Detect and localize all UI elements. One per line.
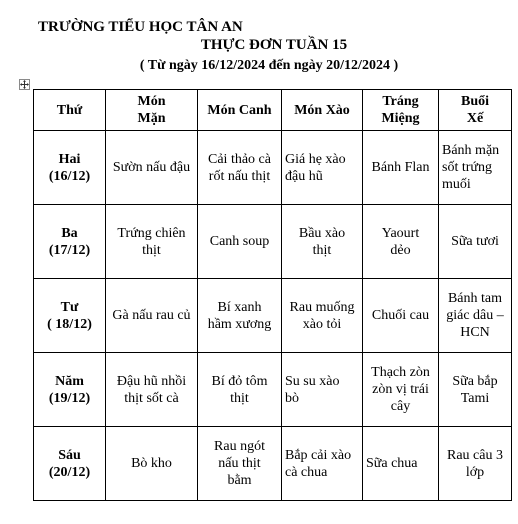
menu-table — [33, 89, 512, 501]
school-name: TRƯỜNG TIỂU HỌC TÂN AN — [38, 19, 243, 35]
table-row — [34, 427, 512, 501]
cell-trang-mieng: Bánh Flan — [363, 131, 439, 205]
cell-buoi-xe: Bánh mặn sốt trứng muối — [439, 131, 512, 205]
cell-day: Sáu (20/12) — [34, 427, 106, 501]
cell-buoi-xe: Rau câu 3 lớp — [439, 427, 512, 501]
cell-xao: Bắp cải xào cà chua — [282, 427, 363, 501]
table-move-handle-icon[interactable] — [19, 79, 30, 90]
cell-trang-mieng: Sữa chua — [363, 427, 439, 501]
table-header-row — [34, 90, 512, 131]
cell-xao: Bầu xào thịt — [282, 205, 363, 279]
cell-canh: Cải thảo cà rốt nấu thịt — [198, 131, 282, 205]
cell-buoi-xe: Sữa bắp Tami — [439, 353, 512, 427]
cell-day: Ba (17/12) — [34, 205, 106, 279]
cell-day: Năm (19/12) — [34, 353, 106, 427]
header-buoi-xe: Buổi Xế — [439, 90, 512, 131]
cell-canh: Bí xanh hầm xương — [198, 279, 282, 353]
cell-man: Đậu hũ nhồi thịt sốt cà — [106, 353, 198, 427]
cell-buoi-xe: Bánh tam giác dâu – HCN — [439, 279, 512, 353]
header-trang-mieng: Tráng Miệng — [363, 90, 439, 131]
cell-trang-mieng: Chuối cau — [363, 279, 439, 353]
cell-day: Hai (16/12) — [34, 131, 106, 205]
cell-trang-mieng: Yaourt dẻo — [363, 205, 439, 279]
date-range: ( Từ ngày 16/12/2024 đến ngày 20/12/2024 ) — [139, 58, 399, 73]
cell-man: Sườn nấu đậu — [106, 131, 198, 205]
cell-man: Trứng chiên thịt — [106, 205, 198, 279]
cell-xao: Rau muống xào tỏi — [282, 279, 363, 353]
menu-title: THỰC ĐƠN TUẦN 15 — [200, 37, 348, 53]
cell-xao: Su su xào bò — [282, 353, 363, 427]
header-canh: Món Canh — [198, 90, 282, 131]
cell-man: Bò kho — [106, 427, 198, 501]
cell-trang-mieng: Thạch zòn zòn vị trái cây — [363, 353, 439, 427]
table-row — [34, 353, 512, 427]
cell-canh: Bí đỏ tôm thịt — [198, 353, 282, 427]
table-row — [34, 205, 512, 279]
cell-canh: Rau ngót nấu thịt bằm — [198, 427, 282, 501]
table-row — [34, 279, 512, 353]
cell-buoi-xe: Sữa tươi — [439, 205, 512, 279]
cell-canh: Canh soup — [198, 205, 282, 279]
cell-day: Tư ( 18/12) — [34, 279, 106, 353]
table-row — [34, 131, 512, 205]
cell-man: Gà nấu rau củ — [106, 279, 198, 353]
cell-xao: Giá hẹ xào đậu hũ — [282, 131, 363, 205]
header-xao: Món Xào — [282, 90, 363, 131]
header-man: Món Mặn — [106, 90, 198, 131]
header-day: Thứ — [34, 90, 106, 131]
